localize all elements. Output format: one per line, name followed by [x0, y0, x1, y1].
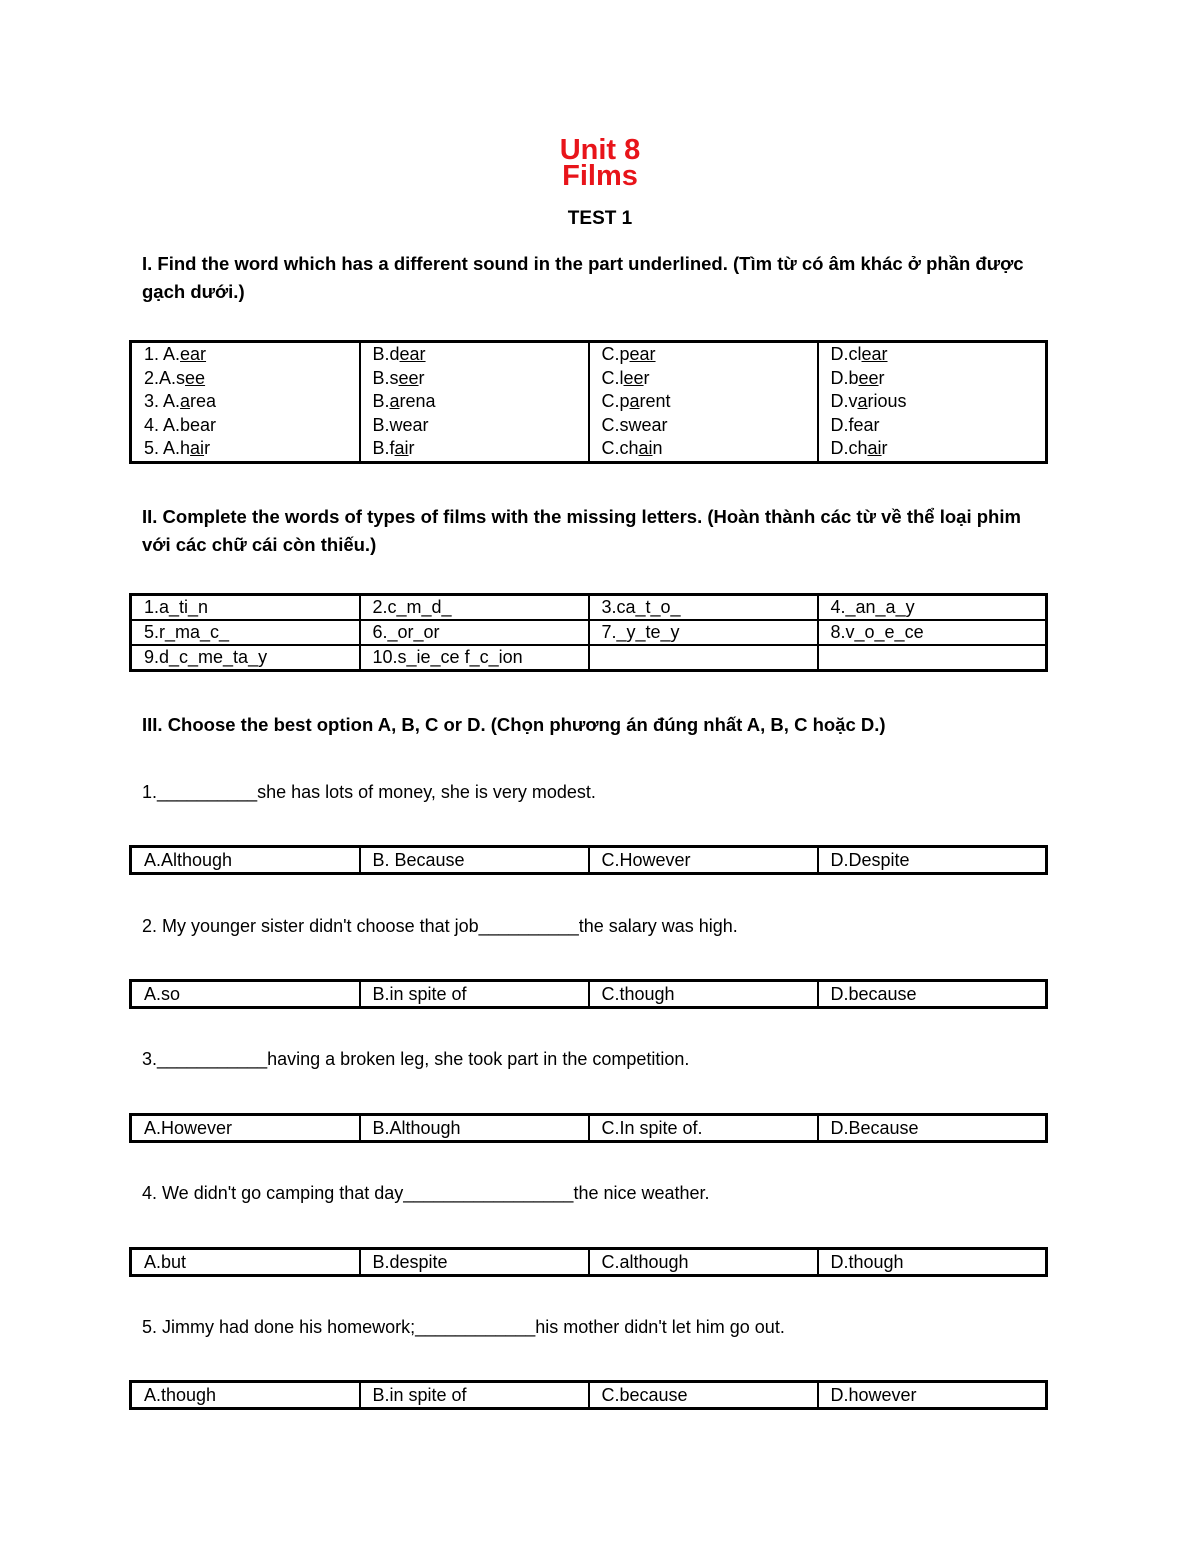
table-cell: 2.c_m_d_	[360, 595, 589, 621]
option-d: D.though	[818, 1249, 1047, 1276]
word-option: B.arena	[372, 391, 436, 411]
question-2: 2. My younger sister didn't choose that job__________the salary was high.	[142, 916, 738, 936]
word-option: B.seer	[372, 367, 425, 388]
question-5-options	[129, 1380, 1048, 1410]
option-a: A.Although	[131, 847, 360, 874]
films-title: Films	[562, 160, 638, 192]
option-c: C.because	[589, 1382, 818, 1409]
table-cell: 6._or_or	[360, 620, 589, 645]
word-option: D.fear	[830, 414, 880, 435]
option-a: A.so	[131, 981, 360, 1008]
section-2-heading: II. Complete the words of types of films with the missing letters. (Hoàn thành các từ về thể loại phim với các chữ cái còn thiếu.)	[142, 506, 1021, 555]
test-label: TEST 1	[567, 208, 633, 229]
table-row	[131, 1382, 1047, 1409]
word-option: D.beer	[830, 367, 885, 388]
word-option: 4. A.bear	[144, 414, 217, 435]
option-d: D.however	[818, 1382, 1047, 1409]
table-row	[131, 981, 1047, 1008]
section-1-table	[129, 340, 1048, 464]
word-option: 3. A.area	[144, 391, 217, 411]
table-row	[131, 620, 1047, 645]
table-cell	[589, 645, 818, 671]
table-cell: 3.ca_t_o_	[589, 595, 818, 621]
table-cell: 10.s_ie_ce f_c_ion	[360, 645, 589, 671]
question-1: 1.__________she has lots of money, she is very modest.	[142, 782, 596, 802]
section-1-column-b	[360, 342, 589, 463]
table-cell: 4._an_a_y	[818, 595, 1047, 621]
table-cell: 7._y_te_y	[589, 620, 818, 645]
table-cell	[818, 645, 1047, 671]
option-b: B.in spite of	[360, 1382, 589, 1409]
table-cell: 1.a_ti_n	[131, 595, 360, 621]
word-option: C.swear	[601, 414, 668, 435]
question-5: 5. Jimmy had done his homework;____________his mother didn't let him go out.	[142, 1317, 785, 1337]
table-cell: 8.v_o_e_ce	[818, 620, 1047, 645]
word-option: B.fair	[372, 438, 415, 458]
option-a: A.However	[131, 1115, 360, 1142]
table-row	[131, 1249, 1047, 1276]
word-option: 5. A.hair	[144, 438, 211, 458]
option-b: B.Although	[360, 1115, 589, 1142]
option-b: B.despite	[360, 1249, 589, 1276]
option-d: D.Despite	[818, 847, 1047, 874]
word-option: D.chair	[830, 438, 888, 458]
word-option: D.various	[830, 391, 907, 411]
table-row	[131, 645, 1047, 671]
question-3-options	[129, 1113, 1048, 1143]
question-4-options	[129, 1247, 1048, 1277]
word-option: C.chain	[601, 438, 663, 458]
word-option: B.dear	[372, 344, 426, 364]
section-3-heading: III. Choose the best option A, B, C or D. (Chọn phương án đúng nhất A, B, C hoặc D.)	[142, 714, 886, 735]
word-option: C.leer	[601, 367, 650, 388]
table-cell: 9.d_c_me_ta_y	[131, 645, 360, 671]
word-option: 1. A.ear	[144, 344, 207, 364]
word-option: B.wear	[372, 414, 429, 435]
table-row	[131, 595, 1047, 621]
question-2-options	[129, 979, 1048, 1009]
unit-title: Unit 8	[559, 134, 641, 166]
option-a: A.but	[131, 1249, 360, 1276]
option-d: D.Because	[818, 1115, 1047, 1142]
option-b: B. Because	[360, 847, 589, 874]
option-b: B.in spite of	[360, 981, 589, 1008]
section-1-column-d	[818, 342, 1047, 463]
word-option: C.pear	[601, 344, 656, 364]
option-a: A.though	[131, 1382, 360, 1409]
option-c: C.though	[589, 981, 818, 1008]
word-option: 2.A.see	[144, 367, 206, 388]
option-d: D.because	[818, 981, 1047, 1008]
section-2-table	[129, 593, 1048, 672]
question-1-options	[129, 845, 1048, 875]
section-1-column-a	[131, 342, 360, 463]
table-row	[131, 847, 1047, 874]
question-3: 3.___________having a broken leg, she took part in the competition.	[142, 1049, 690, 1069]
table-cell: 5.r_ma_c_	[131, 620, 360, 645]
word-option: D.clear	[830, 344, 888, 364]
section-1-column-c	[589, 342, 818, 463]
question-4: 4. We didn't go camping that day_________________the nice weather.	[142, 1183, 710, 1203]
section-1-heading: I. Find the word which has a different sound in the part underlined. (Tìm từ có âm khác ở phần được gạch dưới.)	[142, 253, 1024, 302]
option-c: C.although	[589, 1249, 818, 1276]
option-c: C.However	[589, 847, 818, 874]
table-row	[131, 1115, 1047, 1142]
option-c: C.In spite of.	[589, 1115, 818, 1142]
word-option: C.parent	[601, 391, 671, 411]
